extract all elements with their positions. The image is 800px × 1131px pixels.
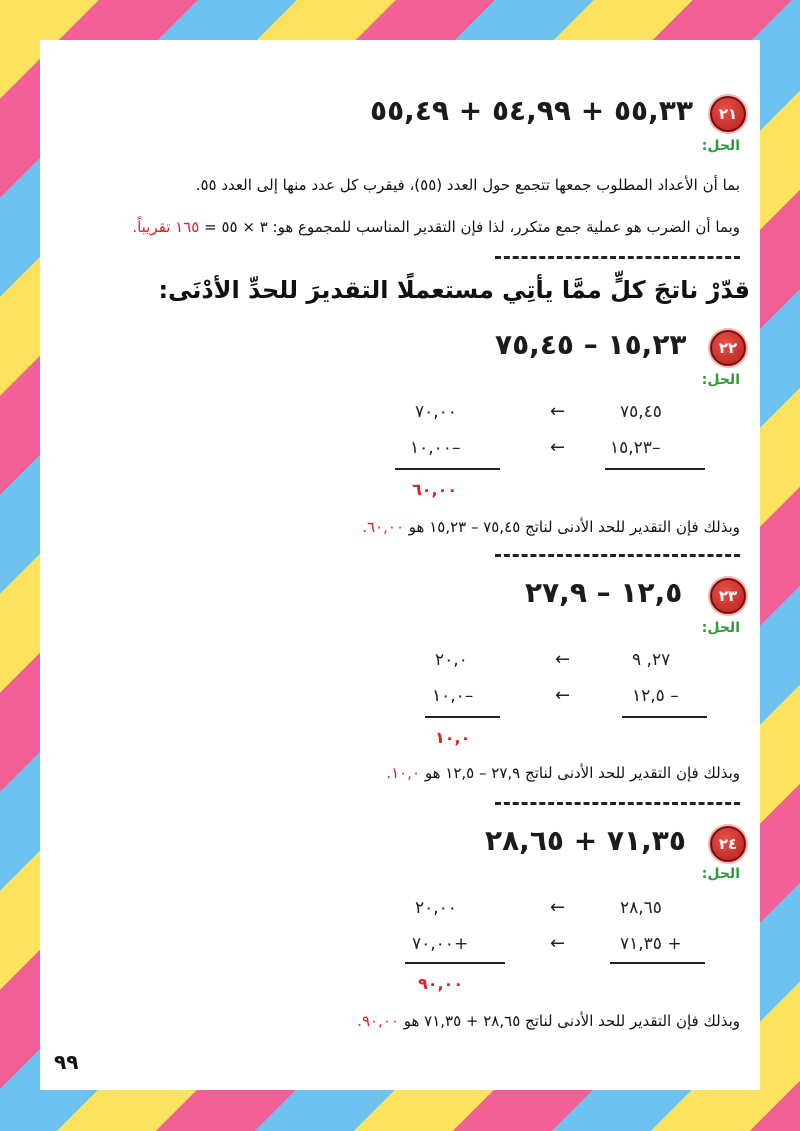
arrow-icon: ← bbox=[555, 685, 571, 706]
instruction-heading: قدّرْ ناتجَ كلٍّ ممَّا يأتِي مستعملًا التقديرَ للحدِّ الأدْنَى: bbox=[158, 276, 750, 304]
section-divider bbox=[495, 554, 740, 557]
q23-bottom-original: ١٢,٥ – bbox=[632, 686, 679, 706]
q21-answer: ١٦٥ تقريباً. bbox=[132, 218, 200, 236]
arrow-icon: ← bbox=[555, 649, 571, 670]
q21-solution-label: الحل: bbox=[701, 138, 740, 154]
q23-conclusion-text: وبذلك فإن التقدير للحد الأدنى لناتج ٢٧,٩ – ١٢,٥ هو bbox=[420, 764, 740, 782]
q24-result: ٩٠,٠٠ bbox=[418, 974, 464, 993]
q22-conclusion bbox=[40, 518, 740, 536]
q24-solution-label: الحل: bbox=[701, 866, 740, 882]
question-22-badge: ٢٢ bbox=[710, 330, 746, 366]
q22-answer: ٦٠,٠٠. bbox=[362, 518, 404, 536]
question-21-expression: ٥٥,٣٣ + ٥٤,٩٩ + ٥٥,٤٩ bbox=[370, 94, 693, 127]
q23-top-rounded: ٢٠,٠ bbox=[435, 650, 468, 670]
question-23-expression: ١٢,٥ – ٢٧,٩ bbox=[525, 576, 683, 609]
q23-top-original: ٢٧, ٩ bbox=[632, 650, 671, 670]
q23-bottom-rounded: ١٠,٠– bbox=[432, 686, 474, 706]
q23-rule-original bbox=[622, 716, 707, 718]
q22-solution-label: الحل: bbox=[701, 372, 740, 388]
worksheet-page bbox=[40, 40, 760, 1090]
q22-rule-original bbox=[605, 468, 705, 470]
q23-solution-label: الحل: bbox=[701, 620, 740, 636]
q23-conclusion bbox=[40, 764, 740, 782]
section-divider bbox=[495, 256, 740, 259]
question-24-expression: ٧١,٣٥ + ٢٨,٦٥ bbox=[485, 824, 686, 857]
q21-explanation-line1: بما أن الأعداد المطلوب جمعها تتجمع حول العدد (٥٥)، فيقرب كل عدد منها إلى العدد ٥٥. bbox=[195, 176, 740, 194]
arrow-icon: ← bbox=[550, 933, 566, 954]
question-21-badge: ٢١ bbox=[710, 96, 746, 132]
q23-answer: ١٠,٠. bbox=[386, 764, 421, 782]
question-23-badge: ٢٣ bbox=[710, 578, 746, 614]
q22-bottom-rounded: ١٠,٠٠– bbox=[410, 438, 461, 458]
arrow-icon: ← bbox=[550, 897, 566, 918]
q23-rule-rounded bbox=[425, 716, 500, 718]
q24-bottom-rounded: ٧٠,٠٠+ bbox=[412, 934, 469, 954]
q24-conclusion bbox=[40, 1012, 740, 1030]
q21-line2-text: وبما أن الضرب هو عملية جمع متكرر، لذا فإن التقدير المناسب للمجموع هو: ٣ × ٥٥ = bbox=[199, 218, 740, 236]
q24-conclusion-text: وبذلك فإن التقدير للحد الأدنى لناتج ٢٨,٦٥ + ٧١,٣٥ هو bbox=[398, 1012, 740, 1030]
q24-top-original: ٢٨,٦٥ bbox=[620, 898, 662, 918]
q22-bottom-original: ١٥,٢٣– bbox=[610, 438, 661, 458]
question-22-expression: ١٥,٢٣ – ٧٥,٤٥ bbox=[495, 328, 687, 361]
arrow-icon: ← bbox=[550, 401, 566, 422]
q24-rule-original bbox=[610, 962, 705, 964]
question-24-badge: ٢٤ bbox=[710, 826, 746, 862]
q24-answer: ٩٠,٠٠. bbox=[357, 1012, 399, 1030]
q24-top-rounded: ٢٠,٠٠ bbox=[415, 898, 457, 918]
q23-result: ١٠,٠ bbox=[435, 728, 471, 747]
q22-rule-rounded bbox=[395, 468, 500, 470]
q24-rule-rounded bbox=[405, 962, 505, 964]
q22-conclusion-text: وبذلك فإن التقدير للحد الأدنى لناتج ٧٥,٤٥ – ١٥,٢٣ هو bbox=[404, 518, 740, 536]
q22-result: ٦٠,٠٠ bbox=[412, 480, 458, 499]
arrow-icon: ← bbox=[550, 437, 566, 458]
q21-explanation-line2 bbox=[40, 218, 740, 236]
section-divider bbox=[495, 802, 740, 805]
q24-bottom-original: ٧١,٣٥ + bbox=[620, 934, 682, 954]
q22-top-rounded: ٧٠,٠٠ bbox=[415, 402, 457, 422]
page-number: ٩٩ bbox=[54, 1050, 79, 1074]
q22-top-original: ٧٥,٤٥ bbox=[620, 402, 662, 422]
